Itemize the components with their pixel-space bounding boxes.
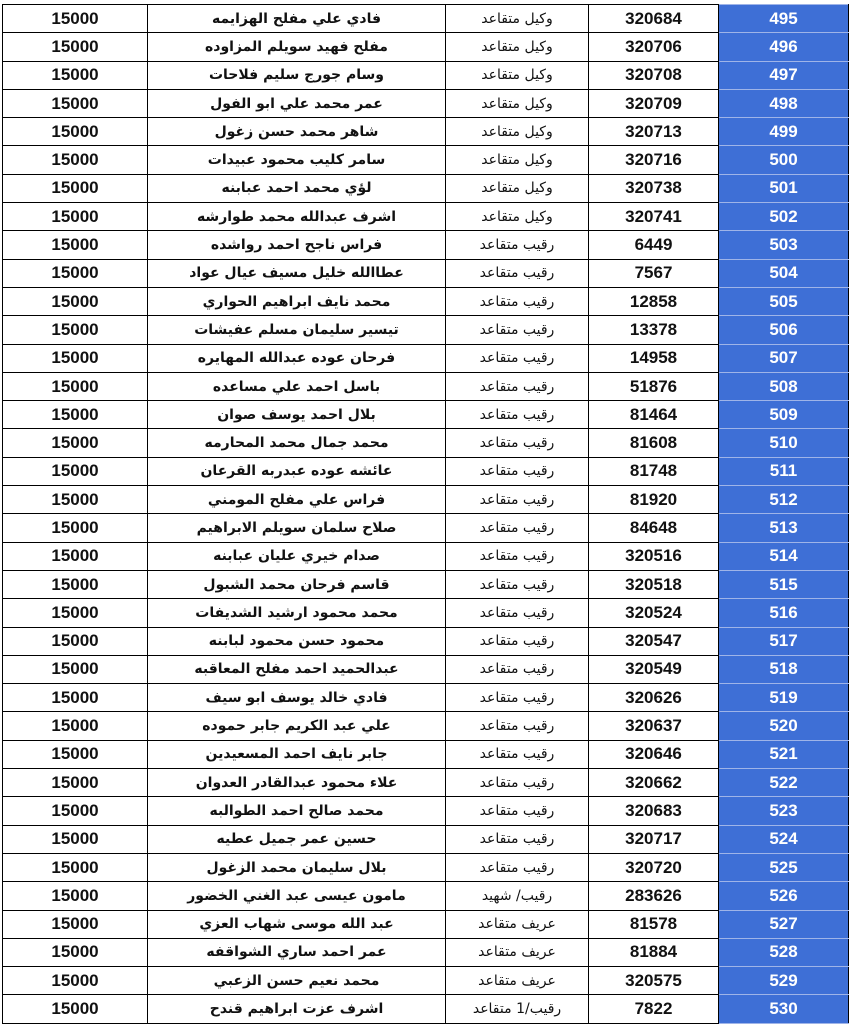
seq-cell[interactable]: 521 [719,740,849,768]
number-cell[interactable]: 81464 [589,401,719,429]
number-cell[interactable]: 320547 [589,627,719,655]
name-cell[interactable]: قاسم فرحان محمد الشبول [148,570,446,598]
name-cell[interactable]: سامر كليب محمود عبيدات [148,146,446,174]
table-row [3,174,849,202]
number-cell[interactable]: 7567 [589,259,719,287]
table-row [3,570,849,598]
number-cell[interactable]: 320716 [589,146,719,174]
number-cell[interactable]: 320709 [589,89,719,117]
table-row [3,372,849,400]
amount-cell[interactable]: 15000 [3,627,148,655]
table-row [3,684,849,712]
name-cell[interactable]: شاهر محمد حسن زغول [148,118,446,146]
name-cell[interactable]: حسين عمر جميل عطيه [148,825,446,853]
name-cell[interactable]: بلال احمد يوسف صوان [148,401,446,429]
seq-cell[interactable]: 504 [719,259,849,287]
rank-cell[interactable]: رقيب متقاعد [446,570,589,598]
rank-cell[interactable]: رقيب متقاعد [446,344,589,372]
rank-cell[interactable]: رقيب/ شهيد [446,882,589,910]
name-cell[interactable]: تيسير سليمان مسلم عفيشات [148,316,446,344]
spreadsheet [2,4,848,1021]
amount-cell[interactable]: 15000 [3,542,148,570]
name-cell[interactable]: اشرف عبدالله محمد طوارشه [148,203,446,231]
amount-cell[interactable]: 15000 [3,344,148,372]
number-cell[interactable]: 81608 [589,429,719,457]
seq-cell[interactable]: 510 [719,429,849,457]
number-cell[interactable]: 320646 [589,740,719,768]
name-cell[interactable]: فراس ناجح احمد رواشده [148,231,446,259]
amount-cell[interactable]: 15000 [3,429,148,457]
name-cell[interactable]: محمد نعيم حسن الزعبي [148,967,446,995]
number-cell[interactable]: 320516 [589,542,719,570]
rank-cell[interactable]: رقيب متقاعد [446,769,589,797]
rank-cell[interactable]: رقيب متقاعد [446,684,589,712]
name-cell[interactable]: مامون عيسى عبد الغني الخضور [148,882,446,910]
number-cell[interactable]: 81920 [589,486,719,514]
name-cell[interactable]: محمد جمال محمد المحارمه [148,429,446,457]
seq-cell[interactable]: 511 [719,457,849,485]
rank-cell[interactable]: عريف متقاعد [446,938,589,966]
rank-cell[interactable]: رقيب متقاعد [446,457,589,485]
number-cell[interactable]: 320706 [589,33,719,61]
amount-cell[interactable]: 15000 [3,231,148,259]
number-cell[interactable]: 51876 [589,372,719,400]
seq-cell[interactable]: 520 [719,712,849,740]
number-cell[interactable]: 320741 [589,203,719,231]
seq-cell[interactable]: 519 [719,684,849,712]
number-cell[interactable]: 283626 [589,882,719,910]
seq-cell[interactable]: 507 [719,344,849,372]
rank-cell[interactable]: رقيب/1 متقاعد [446,995,589,1023]
amount-cell[interactable]: 15000 [3,89,148,117]
amount-cell[interactable]: 15000 [3,174,148,202]
table-row [3,542,849,570]
name-cell[interactable]: صلاح سلمان سويلم الابراهيم [148,514,446,542]
amount-cell[interactable]: 15000 [3,684,148,712]
table-body [3,5,849,1024]
name-cell[interactable]: فرحان عوده عبدالله المهايره [148,344,446,372]
table-row [3,231,849,259]
amount-cell[interactable]: 15000 [3,938,148,966]
number-cell[interactable]: 320717 [589,825,719,853]
seq-cell[interactable]: 500 [719,146,849,174]
rank-cell[interactable]: رقيب متقاعد [446,655,589,683]
rank-cell[interactable]: عريف متقاعد [446,910,589,938]
name-cell[interactable]: فراس علي مفلح المومني [148,486,446,514]
table-row [3,514,849,542]
number-cell[interactable]: 320683 [589,797,719,825]
seq-cell[interactable]: 498 [719,89,849,117]
rank-cell[interactable]: رقيب متقاعد [446,401,589,429]
name-cell[interactable]: عمر احمد ساري الشواقفه [148,938,446,966]
name-cell[interactable]: علي عبد الكريم جابر حموده [148,712,446,740]
name-cell[interactable]: عمر محمد علي ابو الفول [148,89,446,117]
name-cell[interactable]: بلال سليمان محمد الزغول [148,853,446,881]
seq-cell[interactable]: 522 [719,769,849,797]
seq-cell[interactable]: 501 [719,174,849,202]
number-cell[interactable]: 320575 [589,967,719,995]
rank-cell[interactable]: رقيب متقاعد [446,797,589,825]
table-row [3,316,849,344]
seq-cell[interactable]: 516 [719,599,849,627]
rank-cell[interactable]: رقيب متقاعد [446,259,589,287]
name-cell[interactable]: محمود حسن محمود لبابنه [148,627,446,655]
amount-cell[interactable]: 15000 [3,853,148,881]
name-cell[interactable]: عبدالحميد احمد مفلح المعاقبه [148,655,446,683]
rank-cell[interactable]: وكيل متقاعد [446,89,589,117]
seq-cell[interactable]: 524 [719,825,849,853]
seq-cell[interactable]: 526 [719,882,849,910]
amount-cell[interactable]: 15000 [3,287,148,315]
amount-cell[interactable]: 15000 [3,203,148,231]
amount-cell[interactable]: 15000 [3,514,148,542]
amount-cell[interactable]: 15000 [3,118,148,146]
number-cell[interactable]: 81748 [589,457,719,485]
seq-cell[interactable]: 497 [719,61,849,89]
amount-cell[interactable]: 15000 [3,401,148,429]
name-cell[interactable]: علاء محمود عبدالقادر العدوان [148,769,446,797]
rank-cell[interactable]: رقيب متقاعد [446,429,589,457]
rank-cell[interactable]: رقيب متقاعد [446,514,589,542]
name-cell[interactable]: عطاالله خليل مسيف عيال عواد [148,259,446,287]
amount-cell[interactable]: 15000 [3,259,148,287]
number-cell[interactable]: 320518 [589,570,719,598]
rank-cell[interactable]: رقيب متقاعد [446,486,589,514]
number-cell[interactable]: 320738 [589,174,719,202]
number-cell[interactable]: 6449 [589,231,719,259]
number-cell[interactable]: 320662 [589,769,719,797]
amount-cell[interactable]: 15000 [3,5,148,33]
table-row [3,146,849,174]
rank-cell[interactable]: وكيل متقاعد [446,146,589,174]
amount-cell[interactable]: 15000 [3,599,148,627]
amount-cell[interactable]: 15000 [3,825,148,853]
name-cell[interactable]: اشرف عزت ابراهيم قندح [148,995,446,1023]
rank-cell[interactable]: رقيب متقاعد [446,627,589,655]
rank-cell[interactable]: رقيب متقاعد [446,599,589,627]
seq-cell[interactable]: 496 [719,33,849,61]
name-cell[interactable]: فادي خالد يوسف ابو سيف [148,684,446,712]
seq-cell[interactable]: 518 [719,655,849,683]
seq-cell[interactable]: 503 [719,231,849,259]
table-row [3,995,849,1023]
seq-cell[interactable]: 529 [719,967,849,995]
seq-cell[interactable]: 509 [719,401,849,429]
amount-cell[interactable]: 15000 [3,740,148,768]
number-cell[interactable]: 320549 [589,655,719,683]
rank-cell[interactable]: رقيب متقاعد [446,825,589,853]
seq-cell[interactable]: 530 [719,995,849,1023]
seq-cell[interactable]: 528 [719,938,849,966]
amount-cell[interactable]: 15000 [3,486,148,514]
number-cell[interactable]: 320684 [589,5,719,33]
seq-cell[interactable]: 527 [719,910,849,938]
rank-cell[interactable]: رقيب متقاعد [446,316,589,344]
table-row [3,655,849,683]
name-cell[interactable]: وسام جورج سليم فلاحات [148,61,446,89]
amount-cell[interactable]: 15000 [3,372,148,400]
rank-cell[interactable]: رقيب متقاعد [446,712,589,740]
number-cell[interactable]: 320713 [589,118,719,146]
amount-cell[interactable]: 15000 [3,769,148,797]
amount-cell[interactable]: 15000 [3,967,148,995]
number-cell[interactable]: 81578 [589,910,719,938]
name-cell[interactable]: لؤي محمد احمد عبابنه [148,174,446,202]
table-row [3,259,849,287]
name-cell[interactable]: عائشه عوده عبدربه القرعان [148,457,446,485]
seq-cell[interactable]: 517 [719,627,849,655]
rank-cell[interactable]: رقيب متقاعد [446,542,589,570]
amount-cell[interactable]: 15000 [3,146,148,174]
table-row [3,203,849,231]
table-row [3,599,849,627]
table-row [3,344,849,372]
rank-cell[interactable]: رقيب متقاعد [446,372,589,400]
table-row [3,712,849,740]
table-row [3,486,849,514]
name-cell[interactable]: محمد نايف ابراهيم الحواري [148,287,446,315]
table-row [3,89,849,117]
rank-cell[interactable]: عريف متقاعد [446,967,589,995]
table-row [3,740,849,768]
number-cell[interactable]: 320637 [589,712,719,740]
seq-cell[interactable]: 502 [719,203,849,231]
amount-cell[interactable]: 15000 [3,570,148,598]
amount-cell[interactable]: 15000 [3,712,148,740]
seq-cell[interactable]: 513 [719,514,849,542]
table-row [3,429,849,457]
seq-cell[interactable]: 512 [719,486,849,514]
rank-cell[interactable]: وكيل متقاعد [446,61,589,89]
table-row [3,61,849,89]
number-cell[interactable]: 84648 [589,514,719,542]
amount-cell[interactable]: 15000 [3,316,148,344]
table-row [3,457,849,485]
name-cell[interactable]: فادي علي مفلح الهزايمه [148,5,446,33]
seq-cell[interactable]: 523 [719,797,849,825]
amount-cell[interactable]: 15000 [3,61,148,89]
name-cell[interactable]: صدام خيري عليان عبابنه [148,542,446,570]
amount-cell[interactable]: 15000 [3,995,148,1023]
number-cell[interactable]: 14958 [589,344,719,372]
seq-cell[interactable]: 506 [719,316,849,344]
rank-cell[interactable]: وكيل متقاعد [446,174,589,202]
rank-cell[interactable]: رقيب متقاعد [446,740,589,768]
number-cell[interactable]: 81884 [589,938,719,966]
personnel-table [2,4,849,1024]
amount-cell[interactable]: 15000 [3,882,148,910]
name-cell[interactable]: عبد الله موسى شهاب العزي [148,910,446,938]
table-row [3,118,849,146]
rank-cell[interactable]: رقيب متقاعد [446,287,589,315]
table-row [3,967,849,995]
rank-cell[interactable]: وكيل متقاعد [446,118,589,146]
table-row [3,401,849,429]
table-row [3,33,849,61]
amount-cell[interactable]: 15000 [3,797,148,825]
name-cell[interactable]: محمد محمود ارشيد الشديفات [148,599,446,627]
name-cell[interactable]: مفلح فهيد سويلم المزاوده [148,33,446,61]
name-cell[interactable]: محمد صالح احمد الطوالبه [148,797,446,825]
rank-cell[interactable]: وكيل متقاعد [446,33,589,61]
amount-cell[interactable]: 15000 [3,655,148,683]
number-cell[interactable]: 320708 [589,61,719,89]
table-row [3,825,849,853]
table-row [3,769,849,797]
rank-cell[interactable]: رقيب متقاعد [446,231,589,259]
seq-cell[interactable]: 505 [719,287,849,315]
number-cell[interactable]: 7822 [589,995,719,1023]
seq-cell[interactable]: 514 [719,542,849,570]
amount-cell[interactable]: 15000 [3,910,148,938]
table-row [3,287,849,315]
seq-cell[interactable]: 508 [719,372,849,400]
table-row [3,882,849,910]
name-cell[interactable]: باسل احمد علي مساعده [148,372,446,400]
number-cell[interactable]: 320524 [589,599,719,627]
table-row [3,627,849,655]
seq-cell[interactable]: 499 [719,118,849,146]
rank-cell[interactable]: وكيل متقاعد [446,203,589,231]
table-row [3,853,849,881]
number-cell[interactable]: 12858 [589,287,719,315]
number-cell[interactable]: 320720 [589,853,719,881]
seq-cell[interactable]: 515 [719,570,849,598]
name-cell[interactable]: جابر نايف احمد المسعيدين [148,740,446,768]
table-row [3,910,849,938]
amount-cell[interactable]: 15000 [3,33,148,61]
rank-cell[interactable]: وكيل متقاعد [446,5,589,33]
number-cell[interactable]: 13378 [589,316,719,344]
amount-cell[interactable]: 15000 [3,457,148,485]
table-row [3,797,849,825]
rank-cell[interactable]: رقيب متقاعد [446,853,589,881]
number-cell[interactable]: 320626 [589,684,719,712]
seq-cell[interactable]: 495 [719,5,849,33]
table-row [3,938,849,966]
seq-cell[interactable]: 525 [719,853,849,881]
table-row [3,5,849,33]
